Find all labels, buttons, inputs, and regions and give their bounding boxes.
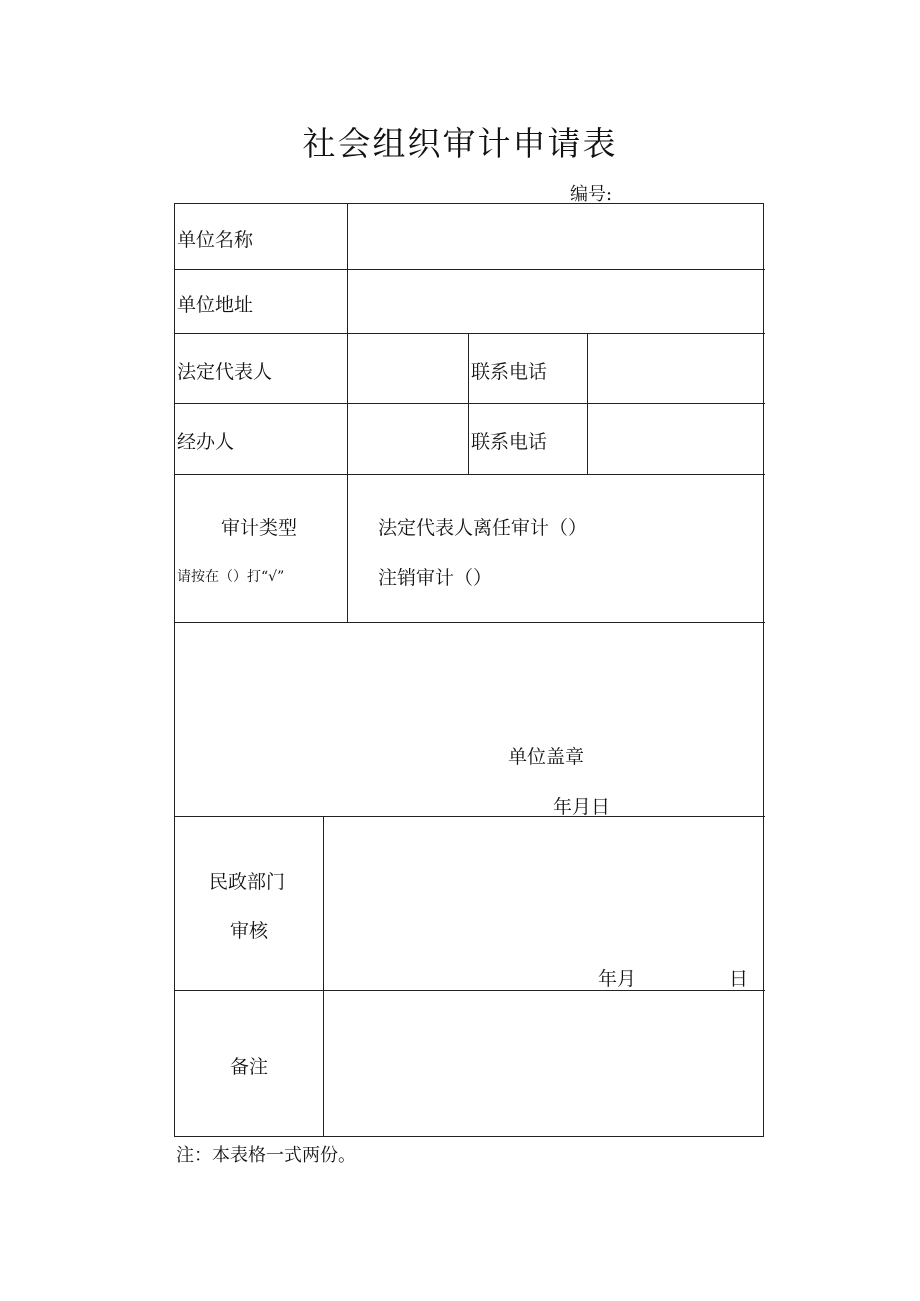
row-divider (175, 816, 765, 817)
unit-name-label: 单位名称 (177, 229, 254, 251)
remarks-label: 备注 (230, 1056, 269, 1078)
row-divider (175, 622, 765, 623)
review-date-day: 日 (729, 968, 749, 990)
unit-address-label: 单位地址 (177, 294, 254, 316)
review-comment-area[interactable] (331, 822, 756, 952)
audit-option-departure[interactable]: 法定代表人离任审计（） (378, 517, 588, 539)
review-date-year-month: 年月 (598, 968, 637, 990)
serial-number-label: 编号: (570, 184, 613, 205)
row-divider (175, 474, 765, 475)
audit-type-label: 审计类型 (221, 517, 298, 539)
application-form-table (174, 203, 764, 1137)
row-divider (175, 333, 765, 334)
unit-name-value[interactable] (355, 209, 755, 265)
civil-affairs-review-label-2: 审核 (230, 920, 269, 942)
unit-seal-label: 单位盖章 (508, 746, 585, 768)
column-divider (468, 333, 469, 474)
civil-affairs-review-label: 民政部门 (209, 871, 286, 893)
remarks-area[interactable] (331, 996, 756, 1131)
unit-address-value[interactable] (355, 274, 755, 329)
row-divider (175, 403, 765, 404)
row-divider (175, 269, 765, 270)
legal-rep-phone-label: 联系电话 (471, 361, 548, 383)
column-divider (347, 204, 348, 622)
column-divider (587, 333, 588, 474)
legal-rep-value[interactable] (355, 338, 463, 398)
legal-rep-phone-value[interactable] (593, 338, 758, 398)
legal-rep-label: 法定代表人 (177, 361, 273, 383)
handler-value[interactable] (355, 408, 463, 468)
unit-seal-date: 年月日 (553, 796, 611, 818)
row-divider (175, 990, 765, 991)
footnote: 注：本表格一式两份。 (176, 1145, 356, 1166)
handler-phone-value[interactable] (593, 408, 758, 468)
form-title: 社会组织审计申请表 (302, 124, 618, 163)
audit-type-hint: 请按在（）打“√” (177, 569, 285, 585)
handler-label: 经办人 (177, 431, 235, 453)
handler-phone-label: 联系电话 (471, 431, 548, 453)
audit-option-deregistration[interactable]: 注销审计（） (378, 567, 493, 589)
column-divider (323, 816, 324, 1136)
